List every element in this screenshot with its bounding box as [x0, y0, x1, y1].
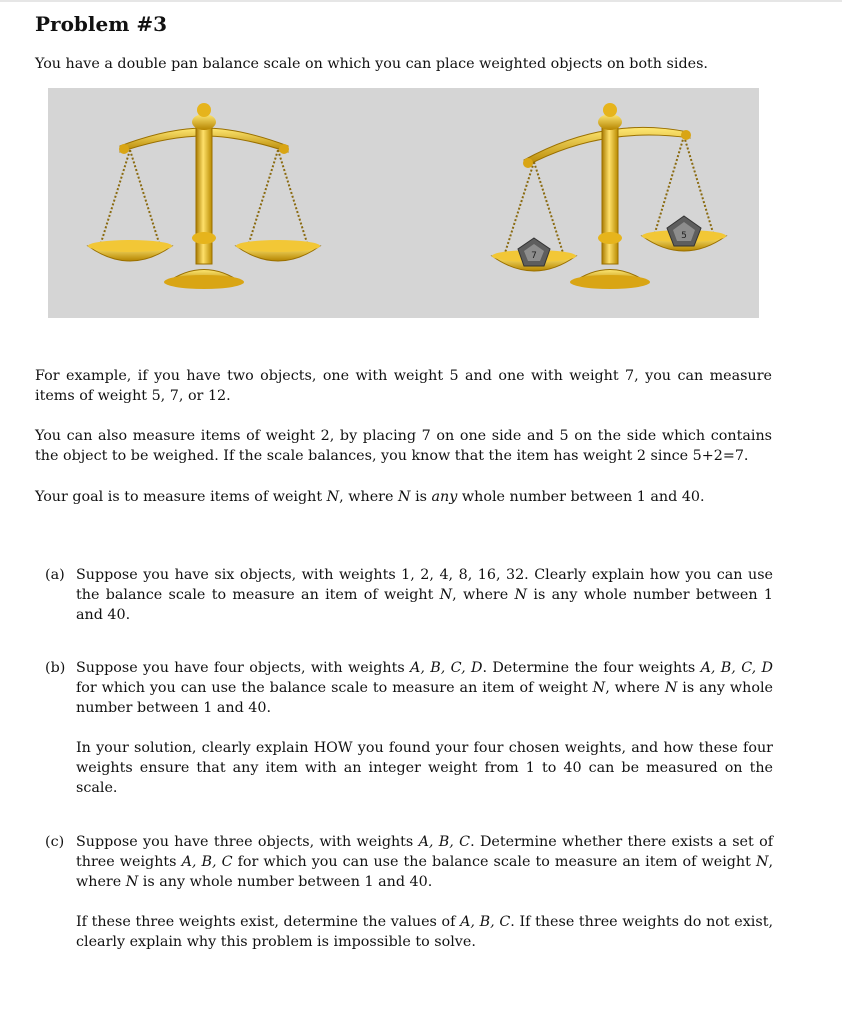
- part-b-instructions: In your solution, clearly explain HOW you found your four chosen weights, and how these four weights ensure that any item with an integer weight from 1 to 40 can be measured on the scale.: [76, 740, 773, 796]
- difference-paragraph: You can also measure items of weight 2, by placing 7 on one side and 5 on the side which contains the object to be weighed. If the scale balances, you know that the item has weight 2 since 5+2=7.: [35, 428, 772, 464]
- intro-paragraph: You have a double pan balance scale on which you can place weighted objects on both sides.: [35, 56, 708, 72]
- goal-paragraph: Your goal is to measure items of weight N, where N is any whole number between 1 and 40.: [35, 489, 705, 505]
- left-balance-scale-icon: [88, 103, 320, 289]
- balance-figure: [48, 88, 759, 318]
- part-c-text: Suppose you have three objects, with weights A, B, C. Determine whether there exists a set of three weights A, B, C for which you can use the balance scale to measure an item of weight N, where N is any whole number between 1 and 40.: [76, 834, 774, 890]
- top-rule: [0, 0, 842, 2]
- part-b-text: Suppose you have four objects, with weights A, B, C, D. Determine the four weights A, B, C, D for which you can use the balance scale to measure an item of weight N, where N is any whole number between 1 and 40.: [76, 660, 773, 716]
- right-balance-scale-icon: [492, 103, 726, 289]
- part-c-label: (c): [45, 834, 65, 850]
- weight-pentagon-icon: [518, 238, 550, 266]
- part-a-label: (a): [45, 567, 65, 583]
- weight-label-right: 5: [681, 231, 687, 241]
- part-c-instructions: If these three weights exist, determine the values of A, B, C. If these three weights do not exist, clearly explain why this problem is impossible to solve.: [76, 914, 774, 950]
- example-paragraph: For example, if you have two objects, one with weight 5 and one with weight 7, you can measure items of weight 5, 7, or 12.: [35, 368, 772, 404]
- weight-label-left: 7: [531, 251, 537, 261]
- problem-title: Problem #3: [35, 12, 168, 36]
- part-a-text: Suppose you have six objects, with weights 1, 2, 4, 8, 16, 32. Clearly explain how you can use the balance scale to measure an item of weight N, where N is any whole number between 1 and 40.: [76, 567, 773, 623]
- balance-scales-illustration: [48, 88, 759, 318]
- weight-pentagon-icon: [667, 216, 701, 246]
- part-b-label: (b): [45, 660, 66, 676]
